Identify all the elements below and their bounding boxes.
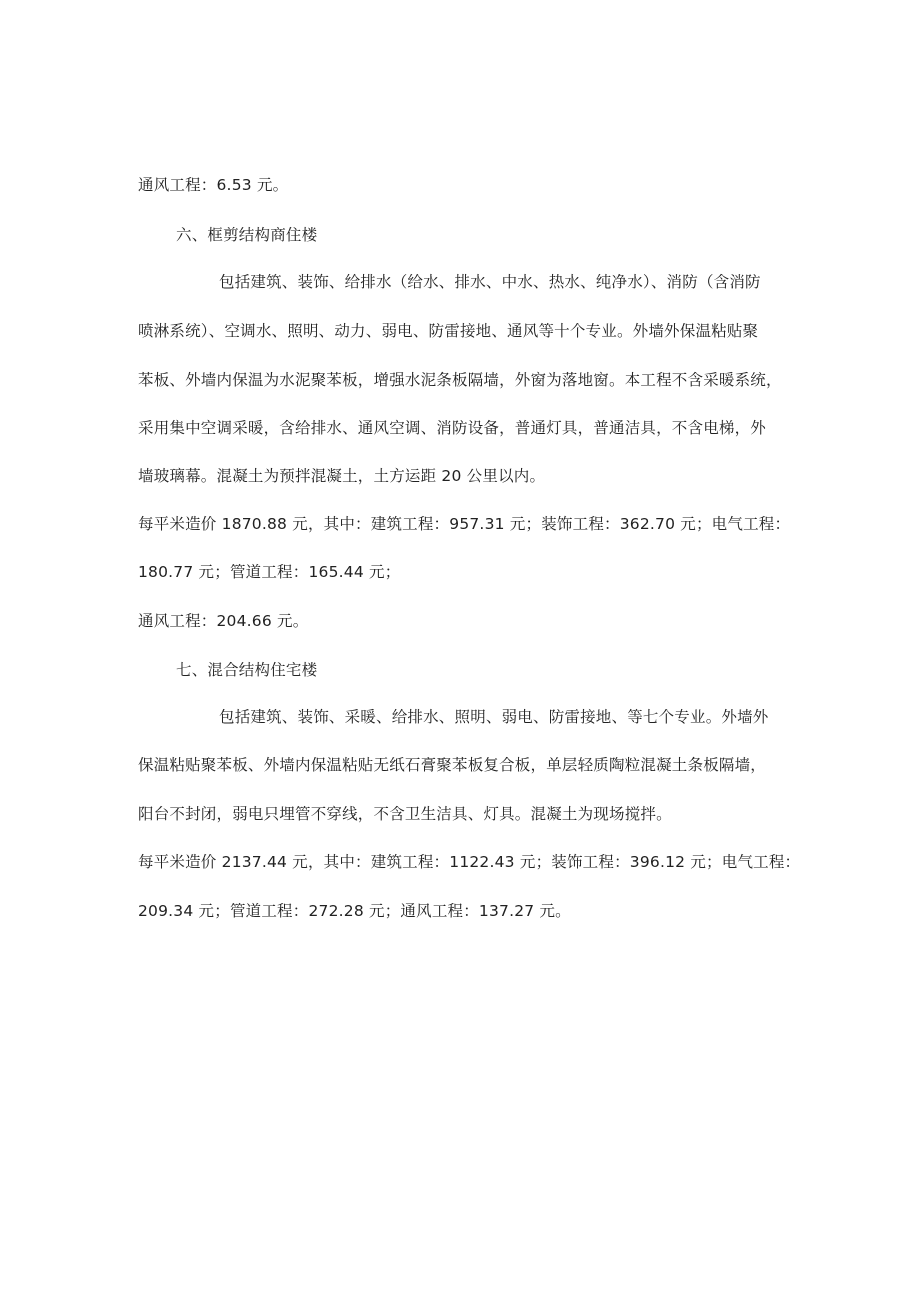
section6-cost-line: 通风工程：204.66 元。	[138, 612, 309, 630]
section6-cost-line: 每平米造价 1870.88 元，其中：建筑工程：957.31 元；装饰工程：362.70 元；电气工程：	[138, 515, 791, 533]
section6-description-line: 苯板、外墙内保温为水泥聚苯板，增强水泥条板隔墙，外窗为落地窗。本工程不含采暖系统，	[138, 371, 782, 389]
section7-description-line: 保温粘贴聚苯板、外墙内保温粘贴无纸石膏聚苯板复合板，单层轻质陶粒混凝土条板隔墙，	[138, 756, 767, 774]
section7-description-line: 阳台不封闭，弱电只埋管不穿线，不含卫生洁具、灯具。混凝土为现场搅拌。	[138, 805, 672, 823]
section7-cost-line: 每平米造价 2137.44 元，其中：建筑工程：1122.43 元；装饰工程：396.12 元；电气工程：	[138, 853, 801, 871]
section7-heading: 七、混合结构住宅楼	[176, 661, 318, 679]
section6-description-line: 采用集中空调采暖，含给排水、通风空调、消防设备，普通灯具，普通洁具，不含电梯，外	[138, 419, 767, 437]
section6-heading: 六、框剪结构商住楼	[176, 226, 318, 244]
section6-cost-line: 180.77 元；管道工程：165.44 元；	[138, 563, 401, 581]
section6-description-line: 喷淋系统）、空调水、照明、动力、弱电、防雷接地、通风等十个专业。外墙外保温粘贴聚	[138, 322, 759, 340]
section6-description-line: 包括建筑、装饰、给排水（给水、排水、中水、热水、纯净水）、消防（含消防	[219, 273, 761, 291]
section7-description-line: 包括建筑、装饰、采暖、给排水、照明、弱电、防雷接地、等七个专业。外墙外	[219, 708, 769, 726]
section5-tail-text: 通风工程：6.53 元。	[138, 176, 289, 194]
section7-cost-line: 209.34 元；管道工程：272.28 元；通风工程：137.27 元。	[138, 902, 571, 920]
section6-description-line: 墙玻璃幕。混凝土为预拌混凝土，土方运距 20 公里以内。	[138, 467, 546, 485]
